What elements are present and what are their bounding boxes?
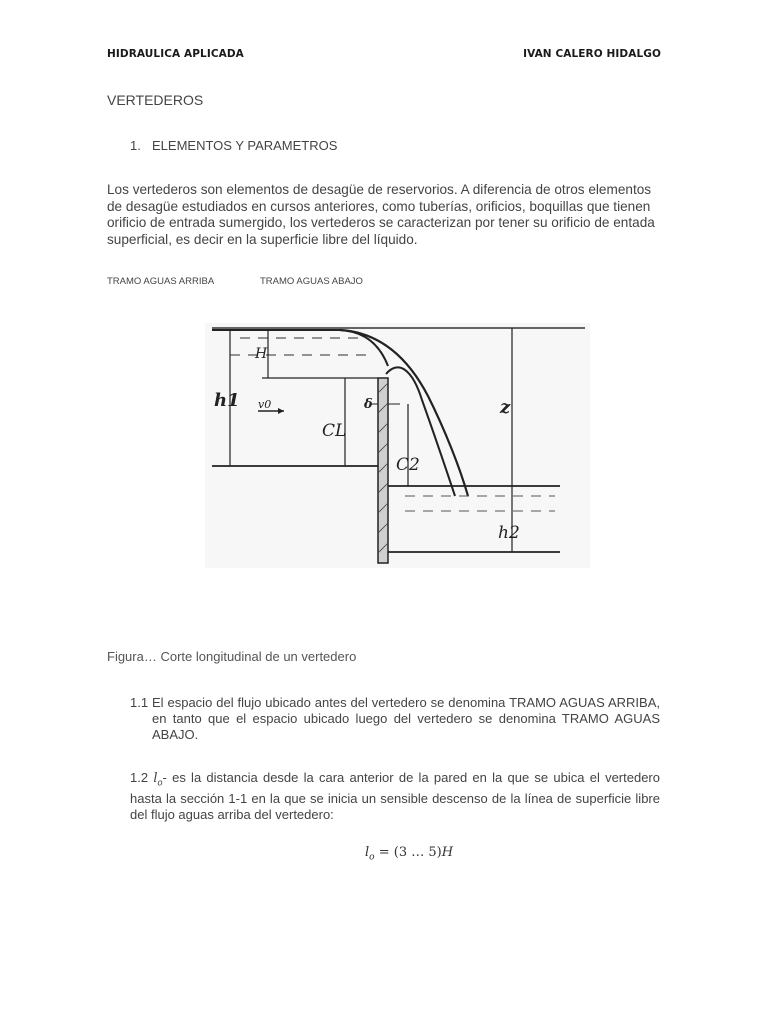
item-1-1-number: 1.1 [130,695,149,710]
section-number: 1. [130,138,141,153]
intro-paragraph: Los vertederos son elementos de desagüe de reservorios. A diferencia de otros elementos de desagüe estudiados en cursos anteriores, como tuberías, orificios, boquillas que tienen orificio de entrada sumergido, los vertederos se caracterizan por tener su orificio de entada superficial, es decir en la superficie libre del líquido. [107,182,655,247]
formula-var: H [441,845,454,860]
header-left: HIDRAULICA APLICADA [107,48,244,60]
formula-lhs: l [365,845,370,860]
figure-caption: Figura… Corte longitudinal de un vertedero [107,649,357,664]
lo-subscript: o [157,777,163,788]
label-CL: CL [322,421,347,441]
label-delta: δ [364,397,373,412]
label-downstream: TRAMO AGUAS ABAJO [260,276,363,287]
item-1-2-number: 1.2 [130,770,149,785]
item-1-2 [130,770,660,823]
formula [365,845,453,863]
header-right: IVAN CALERO HIDALGO [523,48,661,60]
label-H: H [255,346,268,362]
weir-diagram [200,318,595,573]
formula-rhs: = (3 … 5) [374,845,442,860]
page-title: VERTEDEROS [107,92,204,108]
label-h2: h2 [498,523,520,543]
label-v0: v0 [258,398,272,411]
label-h1: h1 [214,390,240,411]
label-C2: C2 [396,455,420,475]
label-upstream: TRAMO AGUAS ARRIBA [107,276,215,287]
weir-wall [378,378,388,563]
formula-lhs-sub: o [369,852,375,863]
lo-symbol: l [153,771,158,786]
item-1-1-text: El espacio del flujo ubicado antes del vertedero se denomina TRAMO AGUAS ARRIBA, en tanto que el espacio ubicado luego del vertedero se denomina TRAMO AGUAS ABAJO. [152,695,660,742]
label-z: z [500,397,511,418]
item-1-2-text: - es la distancia desde la cara anterior de la pared en la que se ubica el vertedero hasta la sección 1-1 en la que se inicia un sensible descenso de la línea de superficie libre del flujo aguas arriba del vertedero: [130,770,660,822]
section-title: ELEMENTOS Y PARAMETROS [152,138,338,153]
